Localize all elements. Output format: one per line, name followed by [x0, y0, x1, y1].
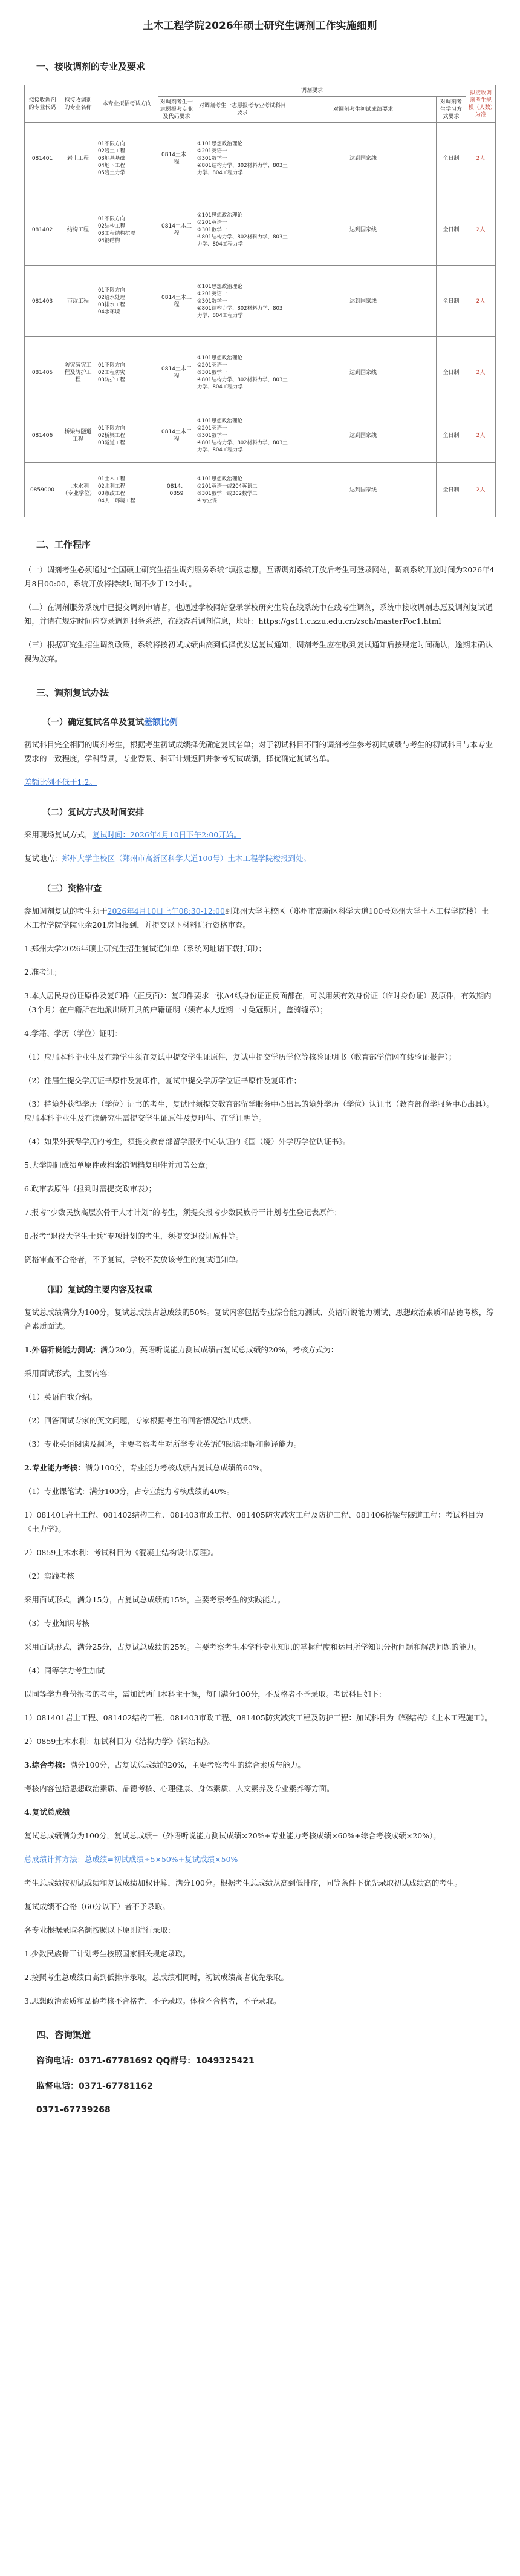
section-1-heading: 一、接收调剂的专业及要求	[36, 61, 146, 72]
paragraph: 1.少数民族骨干计划考生按照国家相关规定录取。	[24, 1949, 190, 1958]
cell-req2: ①101思想政治理论 ②201英语一 ③301数学一 ④801结构力学、802材料力学、803土力学、804工程力学	[195, 194, 290, 266]
cell-name: 市政工程	[60, 266, 96, 337]
paragraph	[24, 851, 496, 865]
th-req4: 对调剂考生学习方式要求	[437, 97, 466, 123]
text: 到郑州大学主校区（郑州市高新区科学大道100号郑州大学土木工程学院楼）土木工程学院学院业余201房间报到，并提交以下材料进行资格审查。	[24, 906, 489, 929]
cell-code: 0859000	[25, 463, 60, 517]
table-row	[25, 266, 496, 337]
paragraph: 2）0859土木水利：考试科目为《混凝土结构设计原理》。	[24, 1548, 219, 1557]
extra-phone	[36, 2105, 496, 2115]
cell-name: 桥梁与隧道工程	[60, 408, 96, 463]
paragraph: （2）实践考核	[24, 1571, 74, 1581]
cell-req4: 全日制	[437, 194, 466, 266]
section-4-heading: 四、咨询渠道	[36, 2030, 91, 2040]
text: 复试地点：	[24, 854, 62, 863]
paragraph: 采用面试形式，满分15分，占复试总成绩的15%，主要考察考生的实践能力。	[24, 1595, 285, 1604]
cell-req4: 全日制	[437, 266, 466, 337]
cell-req2: ①101思想政治理论 ②201英语一 ③301数学一 ④801结构力学、802材料力学、803土力学、804工程力学	[195, 408, 290, 463]
table-row	[25, 463, 496, 517]
cell-req1: 0814土木工程	[158, 337, 195, 408]
cell-req3: 达到国家线	[290, 266, 437, 337]
section-2-heading: 二、工作程序	[36, 539, 91, 550]
paragraph: （4）如果外获得学历的考生，须提交教育部留学服务中心认证的《国（境）外学历学位认证书》。	[24, 1137, 351, 1146]
paragraph: 2.准考证；	[24, 968, 62, 977]
supervision-phone	[36, 2080, 496, 2092]
formula[interactable]: 总成绩=初试成绩÷5×50%+复试成绩×50%	[85, 1855, 238, 1864]
paragraph: 6.政审表原件（报到时需提交政审表）；	[24, 1184, 157, 1193]
cell-quota: 2人	[466, 194, 496, 266]
cell-direction: 01不限方向 02结构工程 03工程结构抗震 04钢结构	[96, 194, 158, 266]
cell-code: 081401	[25, 123, 60, 194]
cell-quota: 2人	[466, 337, 496, 408]
cell-req1: 0814土木工程	[158, 123, 195, 194]
th-direction: 本专业拟招考试方向	[96, 85, 158, 123]
ratio-note[interactable]: 差额比例不低于1:2。	[24, 778, 97, 787]
paragraph	[24, 1461, 496, 1475]
formula-label[interactable]: 总成绩计算方法：	[24, 1855, 85, 1864]
paragraph: 考生总成绩按初试成绩和复试成绩加权计算，满分100分。根据考生总成绩从高到低排序，同等条件下优先录取初试成绩高的考生。	[24, 1878, 462, 1887]
paragraph: 2）0859土木水利：加试科目为《结构力学》《钢结构》。	[24, 1737, 215, 1746]
label: 监督电话：	[36, 2082, 79, 2091]
paragraph: 复试总成绩满分为100分，复试总成绩占总成绩的50%。复试内容包括专业综合能力测试、英语听说能力测试、思想政治素质和品德考核，综合素质面试。	[24, 1308, 494, 1331]
text: 采用现场复试方式，	[24, 830, 93, 839]
cell-req3: 达到国家线	[290, 408, 437, 463]
cell-code: 081405	[25, 337, 60, 408]
paragraph: （2）往届生提交学历证书原件及复印件，复试中提交学历学位证书原件及复印件；	[24, 1076, 301, 1085]
cell-code: 081402	[25, 194, 60, 266]
paragraph: （二）在调剂服务系统中已提交调剂申请者，也通过学校网站登录学校研究生院在线系统中在线考生调剂，系统中接收调剂志愿及调剂复试通知，并请在规定时间内登录调剂服务系统，在线查看调剂信息，地址：https://gs11.c.zzu.edu.cn/zsch/masterFoc1.html	[24, 603, 493, 626]
cell-name: 岩土工程	[60, 123, 96, 194]
paragraph: （1）应届本科毕业生及在籍学生须在复试中提交学生证原件，复试中提交学历学位等核验证明书（教育部学信网在线验证报告）；	[24, 1052, 457, 1061]
cell-req4: 全日制	[437, 463, 466, 517]
cell-req3: 达到国家线	[290, 123, 437, 194]
th-code: 拟接收调剂的专业代码	[25, 85, 60, 123]
cell-req2: ①101思想政治理论 ②201英语一 ③301数学一 ④801结构力学、802材料力学、803土力学、804工程力学	[195, 337, 290, 408]
cell-direction: 01不限方向 02工程防灾 03防护工程	[96, 337, 158, 408]
label: 3.综合考核：	[24, 1760, 70, 1769]
exam-location[interactable]: 郑州大学主校区（郑州市高新区科学大道100号）土木工程学院楼报到处。	[62, 854, 311, 863]
text: 满分20分，英语听说能力测试成绩占复试总成绩的20%，考核方式为：	[100, 1345, 339, 1354]
paragraph: 1）081401岩土工程、081402结构工程、081403市政工程、081405防灾减灾工程及防护工程：加试科目为《钢结构》《土木工程施工》。	[24, 1713, 492, 1722]
page-title: 土木工程学院2026年硕士研究生调剂工作实施细则	[143, 20, 377, 32]
subsection-title: （一）确定复试名单及复试	[42, 718, 144, 727]
paragraph: 采用面试形式，满分25分，占复试总成绩的25%。主要考察考生本学科专业知识的掌握程度和运用所学知识分析问题和解决问题的能力。	[24, 1642, 482, 1651]
cell-req1: 0814土木工程	[158, 408, 195, 463]
th-req3: 对调剂考生初试成绩要求	[290, 97, 437, 123]
table-row	[25, 194, 496, 266]
paragraph: 复试总成绩满分为100分，复试总成绩=（外语听说能力测试成绩×20%+专业能力考核成绩×60%+综合考核成绩×20%）。	[24, 1831, 441, 1840]
paragraph: 7.报考“少数民族高层次骨干人才计划”的考生，须提交报考少数民族骨干计划考生登记表原件；	[24, 1208, 342, 1217]
table-row	[25, 408, 496, 463]
value: 0371-67739268	[36, 2105, 111, 2115]
cell-name: 土木水利（专业学位）	[60, 463, 96, 517]
text: 参加调剂复试的考生须于	[24, 906, 108, 916]
cell-quota: 2人	[466, 266, 496, 337]
cell-req4: 全日制	[437, 408, 466, 463]
cell-req1: 0814土木工程	[158, 266, 195, 337]
paragraph: 2.按照考生总成绩由高到低排序录取，总成绩相同时，初试成绩高者优先录取。	[24, 1973, 288, 1982]
paragraph: 各专业根据录取名额按照以下原则进行录取：	[24, 1925, 176, 1935]
th-req1: 对调剂考生一志愿报考专业及代码要求	[158, 97, 195, 123]
subsection-heading: （二）复试方式及时间安排	[42, 808, 144, 818]
paragraph: （1）英语自我介绍。	[24, 1392, 97, 1401]
paragraph: 资格审查不合格者，不予复试，学校不发放该考生的复试通知单。	[24, 1255, 244, 1264]
cell-name: 结构工程	[60, 194, 96, 266]
paragraph: 以同等学力身份报考的考生，需加试两门本科主干课，每门满分100分，不及格者不予录取。考试科目如下：	[24, 1689, 386, 1699]
paragraph: （三）根据研究生招生调剂政策，系统将按初试成绩由高到低择优发送复试通知，调剂考生应在收到复试通知后按规定时间确认，逾期未确认视为放弃。	[24, 640, 493, 663]
paragraph: 采用面试形式，主要内容：	[24, 1369, 115, 1378]
paragraph: 1.郑州大学2026年硕士研究生招生复试通知单（系统网址请下载打印）；	[24, 944, 266, 953]
paragraph: 考核内容包括思想政治素质、品德考核、心理健康、身体素质、人文素养及专业素养等方面。	[24, 1784, 334, 1793]
label: 咨询电话：	[36, 2056, 79, 2066]
paragraph: 4.复试总成绩	[24, 1807, 70, 1817]
cell-req4: 全日制	[437, 337, 466, 408]
paragraph: 1）081401岩土工程、081402结构工程、081403市政工程、081405防灾减灾工程及防护工程、081406桥梁与隧道工程：考试科目为《土力学》。	[24, 1510, 484, 1533]
paragraph: 3.本人居民身份证原件及复印件（正反面）：复印件要求一张A4纸身份证正反面都在，可以用须有效身份证（临时身份证）及原件，有效期内（3个月）在户籍所在地派出所开具的户籍证明（须有本人近期一寸免冠照片，盖骑缝章）；	[24, 991, 492, 1014]
majors-table	[24, 85, 496, 517]
paragraph	[24, 828, 496, 842]
paragraph: （一）调剂考生必须通过“全国硕士研究生招生调剂服务系统”填报志愿。互帮调剂系统开放后考生可登录网站，调剂系统开放时间为2026年4月8日00:00，系统开放将持续时间不少于12小时。	[24, 565, 495, 588]
label: 1.外语听说能力测试：	[24, 1345, 100, 1354]
cell-name: 防灾减灾工程及防护工程	[60, 337, 96, 408]
table-row	[25, 123, 496, 194]
cell-code: 081403	[25, 266, 60, 337]
ratio-link[interactable]: 差额比例	[144, 718, 178, 727]
cell-req3: 达到国家线	[290, 463, 437, 517]
cell-quota: 2人	[466, 463, 496, 517]
paragraph: 5.大学期间成绩单原件或档案馆调档复印件并加盖公章；	[24, 1161, 213, 1170]
cell-req4: 全日制	[437, 123, 466, 194]
subsection-heading: （四）复试的主要内容及权重	[42, 1285, 152, 1295]
value: 0371-67781162	[79, 2082, 153, 2091]
cell-direction: 01不限方向 02桥梁工程 03隧道工程	[96, 408, 158, 463]
table-row	[25, 337, 496, 408]
subsection-heading	[42, 716, 496, 728]
paragraph: （1）专业课笔试：满分100分，占专业能力考核成绩的40%。	[24, 1487, 235, 1496]
paragraph	[24, 1758, 496, 1772]
cell-quota: 2人	[466, 408, 496, 463]
checkin-time[interactable]: 2026年4月10日上午08:30-12:00	[107, 906, 225, 916]
cell-req3: 达到国家线	[290, 337, 437, 408]
paragraph: 复试成绩不合格（60分以下）者不予录取。	[24, 1902, 170, 1911]
text: 满分100分，占复试总成绩的20%，主要考察考生的综合素质与能力。	[70, 1760, 305, 1769]
label: 2.专业能力考核：	[24, 1463, 85, 1472]
subsection-heading: （三）资格审查	[42, 884, 102, 894]
cell-quota: 2人	[466, 123, 496, 194]
cell-req2: ①101思想政治理论 ②201英语一 ③301数学一 ④801结构力学、802材料力学、803土力学、804工程力学	[195, 123, 290, 194]
paragraph: （3）专业英语阅读及翻译，主要考察考生对所学专业英语的阅读理解和翻译能力。	[24, 1440, 301, 1449]
section-3-heading: 三、调剂复试办法	[36, 687, 109, 698]
paragraph: （3）持境外获得学历（学位）证书的考生，复试时须提交教育部留学服务中心出具的境外学历（学位）认证书（教育部留学服务中心出具）。应届本科毕业生及在读研究生需提交学生证原件及复印件、在学证明等。	[24, 1100, 494, 1122]
th-req2: 对调剂考生一志愿报考专业考试科目要求	[195, 97, 290, 123]
paragraph: （4）同等学力考生加试	[24, 1666, 105, 1675]
paragraph: 3.思想政治素质和品德考核不合格者，不予录取。体检不合格者，不予录取。	[24, 1996, 281, 2005]
cell-direction: 01土木工程 02水利工程 03市政工程 04人工环境工程	[96, 463, 158, 517]
value: 0371-67781692 QQ群号：1049325421	[79, 2056, 255, 2066]
th-group: 调剂要求	[158, 85, 466, 97]
document	[24, 0, 496, 2115]
cell-req2: ①101思想政治理论 ②201英语一或204英语二 ③301数学一或302数学二 ④专业课	[195, 463, 290, 517]
paragraph	[24, 1852, 496, 1866]
paragraph: 8.报考“退役大学生士兵”专项计划的考生，须提交退役证原件等。	[24, 1231, 244, 1240]
contact-phone	[36, 2054, 496, 2066]
paragraph: 初试科目完全相同的调剂考生，根据考生初试成绩择优确定复试名单；对于初试科目不同的调剂考生参考初试成绩与考生的初试科目与本专业要求的一致程度，学科背景，专业背景、科研计划返回并参考初试成绩，择优确定复试名单。	[24, 740, 493, 763]
cell-req1: 0814、0859	[158, 463, 195, 517]
cell-req2: ①101思想政治理论 ②201英语一 ③301数学一 ④801结构力学、802材料力学、803土力学、804工程力学	[195, 266, 290, 337]
paragraph: （2）回答面试专家的英文问题，专家根据考生的回答情况给出成绩。	[24, 1416, 256, 1425]
text: 满分100分，专业能力考核成绩占复试总成绩的60%。	[85, 1463, 268, 1472]
paragraph: 4.学籍、学历（学位）证明：	[24, 1029, 122, 1038]
paragraph	[24, 904, 496, 932]
cell-req1: 0814土木工程	[158, 194, 195, 266]
cell-direction: 01不限方向 02岩土工程 03地基基础 04地下工程 05岩土力学	[96, 123, 158, 194]
paragraph	[24, 1343, 496, 1357]
cell-req3: 达到国家线	[290, 194, 437, 266]
exam-time[interactable]: 复试时间：2026年4月10日下午2:00开始。	[92, 830, 241, 839]
th-name: 拟接收调剂的专业名称	[60, 85, 96, 123]
paragraph: （3）专业知识考核	[24, 1619, 89, 1628]
cell-code: 081406	[25, 408, 60, 463]
th-quota: 拟接收调剂考生规模（人数）为准	[466, 85, 496, 123]
cell-direction: 01不限方向 02给水处理 03排水工程 04水环境	[96, 266, 158, 337]
